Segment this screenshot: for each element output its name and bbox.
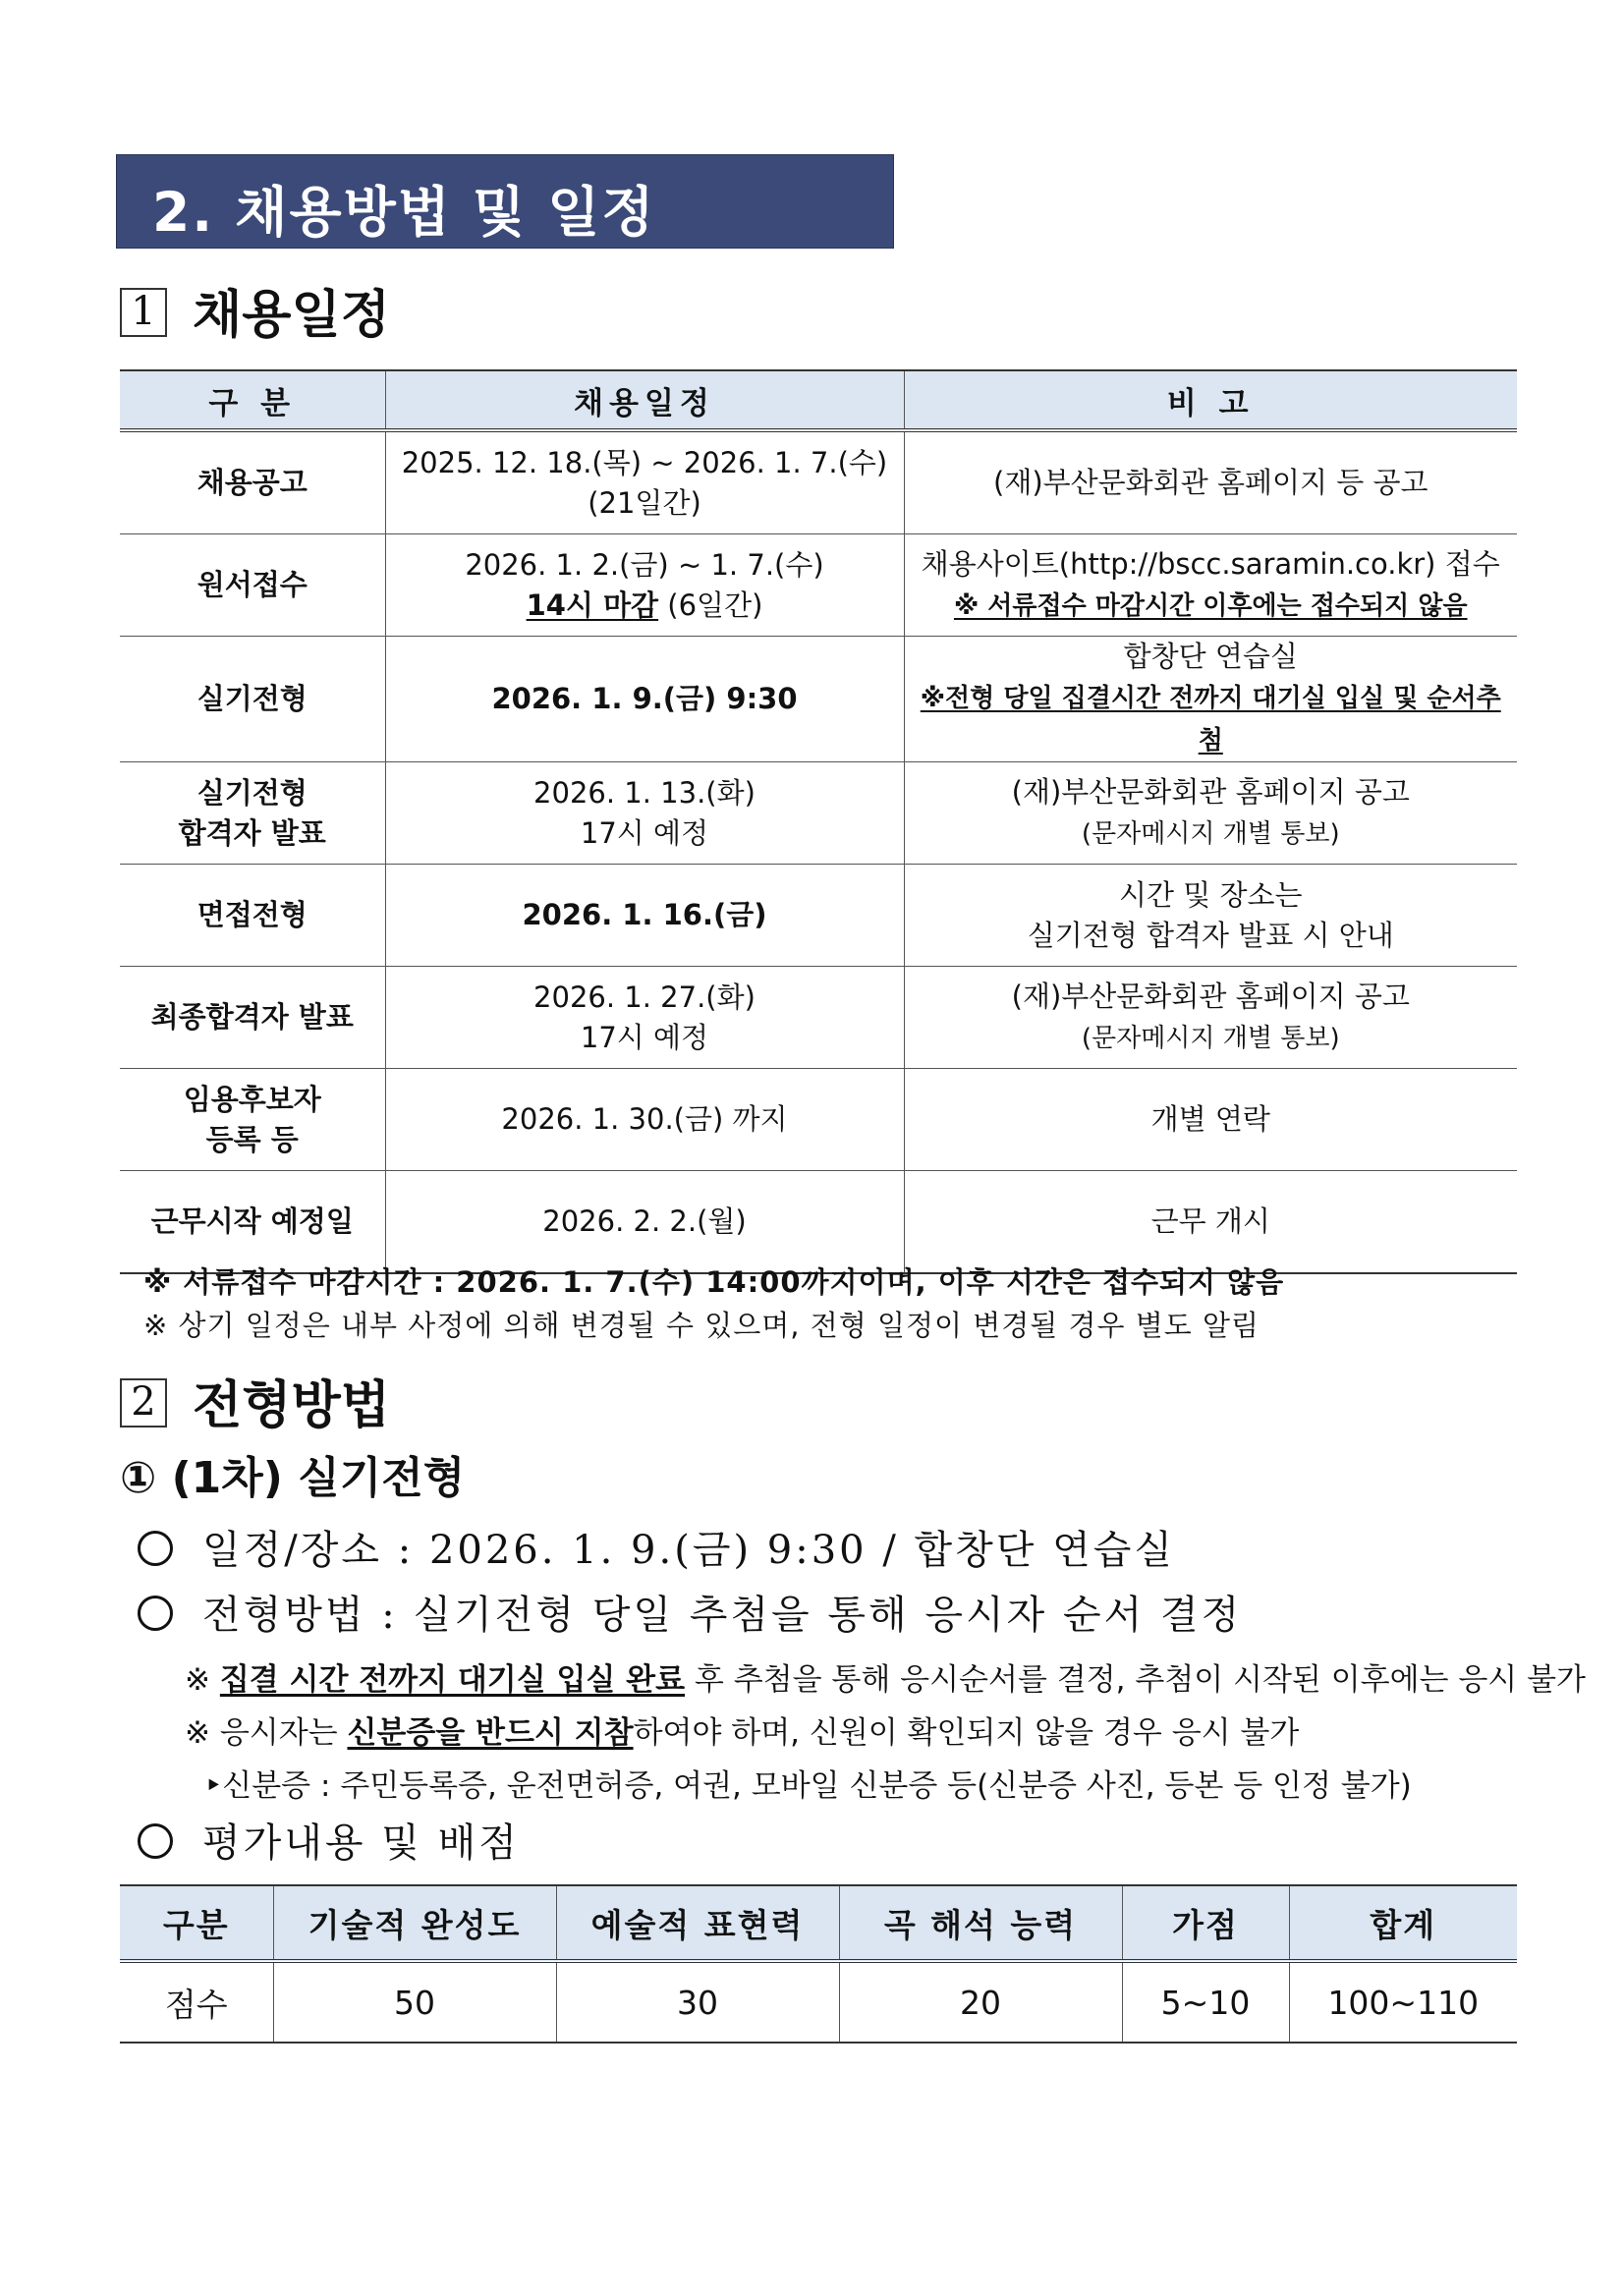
table-row (120, 1069, 1517, 1171)
header-category: 구 분 (120, 370, 385, 430)
row-note (904, 967, 1517, 1069)
score-cell: 30 (556, 1961, 839, 2043)
score-header: 곡 해석 능력 (839, 1885, 1122, 1961)
row-note: 개별 연락 (904, 1069, 1517, 1171)
note-line: (문자메시지 개별 통보) (1081, 1023, 1340, 1053)
score-header: 구분 (120, 1885, 273, 1961)
note-line: (재)부산문화회관 홈페이지 공고 (1011, 979, 1410, 1013)
schedule-table (120, 369, 1517, 1274)
note-assembly (185, 1654, 1586, 1699)
row-date: 2026. 1. 9.(금) 9:30 (385, 637, 904, 762)
bullet-evaluation (138, 1812, 520, 1868)
circle-bullet-icon (138, 1531, 173, 1566)
date-line: 2026. 1. 2.(금) ~ 1. 7.(수) (465, 547, 824, 582)
note-emphasis: 집결 시간 전까지 대기실 입실 완료 (219, 1662, 686, 1698)
circle-bullet-icon (138, 1596, 173, 1631)
section-title: 2. 채용방법 및 일정 (152, 181, 656, 244)
row-note (904, 865, 1517, 967)
row-note (904, 534, 1517, 637)
score-header: 가점 (1122, 1885, 1289, 1961)
category-line: 임용후보자 (183, 1082, 321, 1116)
score-cell: 100~110 (1289, 1961, 1517, 2043)
table-row (120, 430, 1517, 534)
bullet-exam-method (138, 1584, 1242, 1640)
note-text: 후 추첨을 통해 응시순서를 결정, 추첨이 시작된 이후에는 응시 불가 (685, 1662, 1586, 1698)
row-category: 근무시작 예정일 (120, 1171, 385, 1274)
score-header: 기술적 완성도 (273, 1885, 556, 1961)
row-note: (재)부산문화회관 홈페이지 등 공고 (904, 430, 1517, 534)
header-schedule: 채용일정 (385, 370, 904, 430)
header-remark: 비 고 (904, 370, 1517, 430)
row-note (904, 637, 1517, 762)
bullet-text: 전형방법 : 실기전형 당일 추첨을 통해 응시자 순서 결정 (202, 1593, 1243, 1638)
score-cell: 5~10 (1122, 1961, 1289, 2043)
row-date (385, 430, 904, 534)
note-emphasis: 신분증을 반드시 지참 (347, 1715, 634, 1751)
category-line: 합격자 발표 (178, 815, 326, 850)
schedule-heading-text: 채용일정 (193, 286, 390, 345)
table-row (120, 865, 1517, 967)
row-category: 면접전형 (120, 865, 385, 967)
section-title-banner (116, 154, 894, 249)
note-text: 하여야 하며, 신원이 확인되지 않을 경우 응시 불가 (633, 1715, 1300, 1751)
method-number-box: 2 (120, 1378, 167, 1428)
practical-exam-heading: ① (1차) 실기전형 (120, 1453, 466, 1503)
note-prefix: ※ (185, 1662, 220, 1698)
deadline-emphasis: 14시 마감 (526, 588, 659, 622)
row-date (385, 762, 904, 865)
assembly-warning: ※전형 당일 집결시간 전까지 대기실 입실 및 순서추첨 (920, 684, 1501, 756)
table-row (120, 1171, 1517, 1274)
note-line: (문자메시지 개별 통보) (1081, 818, 1340, 849)
date-line: (6일간) (658, 588, 763, 622)
score-cell: 점수 (120, 1961, 273, 2043)
method-heading (120, 1364, 390, 1437)
date-line: (21일간) (588, 485, 701, 520)
table-row (120, 637, 1517, 762)
schedule-header-row (120, 370, 1517, 430)
bullet-schedule-place (138, 1519, 1175, 1575)
row-date (385, 534, 904, 637)
score-header: 예술적 표현력 (556, 1885, 839, 1961)
schedule-footnote-deadline: ※ 서류접수 마감시간 : 2026. 1. 7.(수) 14:00까지이며, 이후 시간은 접수되지 않음 (143, 1265, 1285, 1299)
schedule-footnote-change: ※ 상기 일정은 내부 사정에 의해 변경될 수 있으며, 전형 일정이 변경될 경우 별도 알림 (143, 1309, 1260, 1342)
row-date (385, 967, 904, 1069)
row-date: 2026. 1. 30.(금) 까지 (385, 1069, 904, 1171)
category-line: 등록 등 (205, 1122, 299, 1156)
date-line: 2026. 1. 27.(화) (533, 980, 756, 1014)
bullet-text: 일정/장소 : 2026. 1. 9.(금) 9:30 / 합창단 연습실 (202, 1528, 1176, 1573)
schedule-heading (120, 273, 390, 347)
row-category: 실기전형 (120, 637, 385, 762)
table-row (120, 1961, 1517, 2043)
row-date: 2026. 2. 2.(월) (385, 1171, 904, 1274)
table-row (120, 534, 1517, 637)
date-line: 2025. 12. 18.(목) ~ 2026. 1. 7.(수) (401, 445, 888, 479)
note-line: 합창단 연습실 (1123, 640, 1298, 673)
schedule-number-box: 1 (120, 288, 167, 337)
bullet-text: 평가내용 및 배점 (202, 1820, 520, 1866)
table-row (120, 762, 1517, 865)
note-line: (재)부산문화회관 홈페이지 공고 (1011, 774, 1410, 809)
score-cell: 50 (273, 1961, 556, 2043)
row-category: 채용공고 (120, 430, 385, 534)
row-date: 2026. 1. 16.(금) (385, 865, 904, 967)
note-prefix: ※ 응시자는 (185, 1715, 348, 1751)
row-category: 원서접수 (120, 534, 385, 637)
row-note: 근무 개시 (904, 1171, 1517, 1274)
note-line: 실기전형 합격자 발표 시 안내 (1027, 918, 1394, 952)
row-category (120, 762, 385, 865)
note-id-types: ‣신분증 : 주민등록증, 운전면허증, 여권, 모바일 신분증 등(신분증 사진, 등본 등 인정 불가) (204, 1768, 1412, 1804)
date-line: 2026. 1. 13.(화) (533, 775, 756, 810)
score-table (120, 1884, 1517, 2044)
date-line: 17시 예정 (580, 1020, 709, 1054)
note-id-card (185, 1708, 1299, 1752)
date-line: 17시 예정 (580, 815, 709, 850)
recruit-site-text: 채용사이트(http://bscc.saramin.co.kr) 접수 (921, 546, 1500, 581)
score-header-row (120, 1885, 1517, 1961)
table-row (120, 967, 1517, 1069)
row-category: 최종합격자 발표 (120, 967, 385, 1069)
circle-bullet-icon (138, 1823, 173, 1859)
category-line: 실기전형 (196, 775, 308, 810)
score-header: 합계 (1289, 1885, 1517, 1961)
row-category (120, 1069, 385, 1171)
deadline-warning: ※ 서류접수 마감시간 이후에는 접수되지 않음 (953, 590, 1468, 621)
note-line: 시간 및 장소는 (1118, 877, 1303, 912)
score-cell: 20 (839, 1961, 1122, 2043)
method-heading-text: 전형방법 (193, 1376, 390, 1435)
row-note (904, 762, 1517, 865)
